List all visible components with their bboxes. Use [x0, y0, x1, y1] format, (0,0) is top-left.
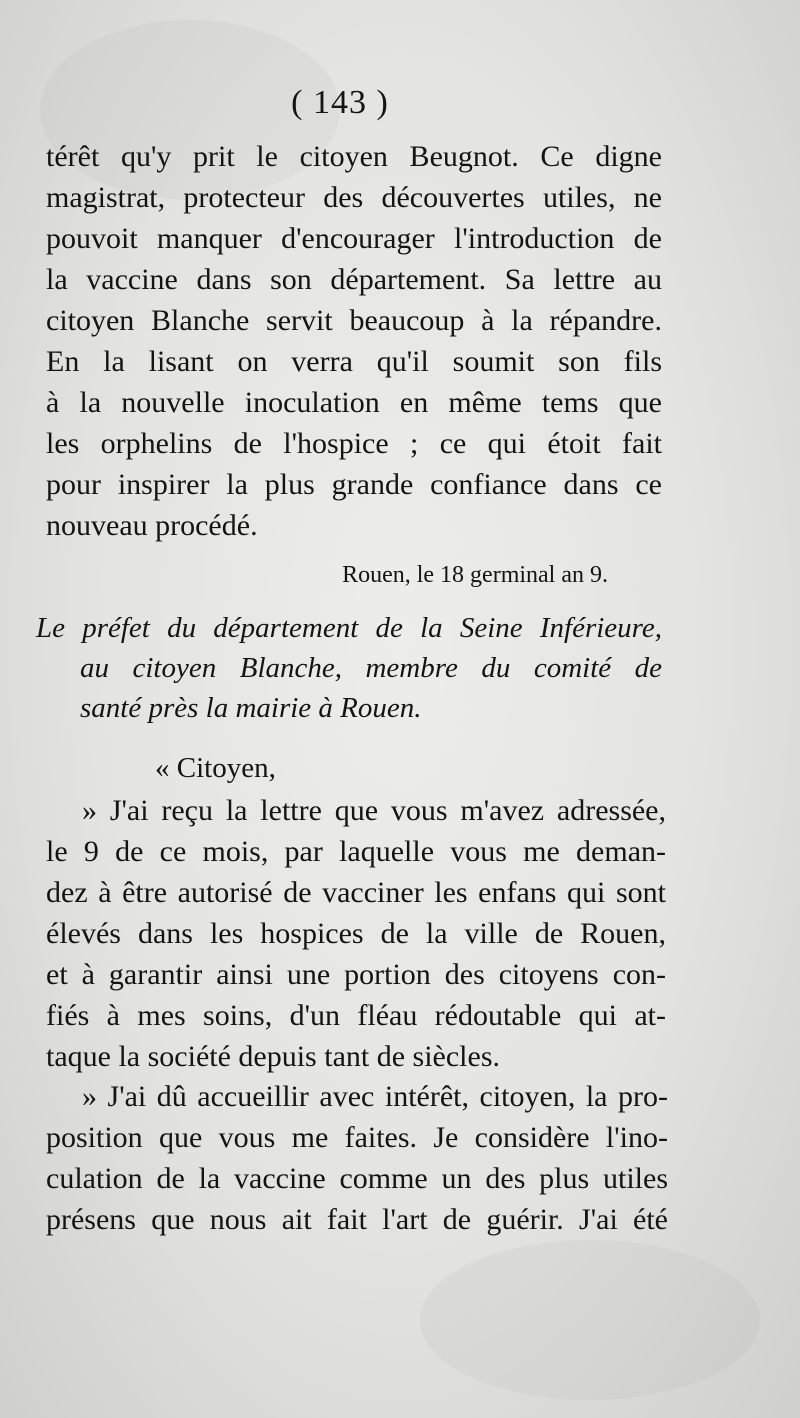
- letter-dateline: Rouen, le 18 germinal an 9.: [342, 562, 608, 588]
- text-line: térêt qu'y prit le citoyen Beugnot. Ce digne: [46, 140, 662, 173]
- text-line: élevés dans les hospices de la ville de Rouen,: [46, 917, 666, 950]
- text-line: pouvoit manquer d'encourager l'introduction de: [46, 222, 662, 255]
- paper-stain: [420, 1240, 760, 1400]
- text-line: nouveau procédé.: [46, 509, 258, 542]
- text-line: dez à être autorisé de vacciner les enfans qui sont: [46, 876, 666, 909]
- text-line: le 9 de ce mois, par laquelle vous me deman-: [46, 835, 666, 868]
- paragraph-intro: [46, 136, 662, 546]
- heading-line: santé près la mairie à Rouen.: [80, 692, 422, 724]
- text-line: » J'ai dû accueillir avec intérêt, citoyen, la pro-: [82, 1080, 668, 1113]
- text-line: la vaccine dans son département. Sa lettre au: [46, 263, 662, 296]
- text-line: position que vous me faites. Je considère l'ino-: [46, 1121, 668, 1154]
- text-line: » J'ai reçu la lettre que vous m'avez adressée,: [82, 794, 666, 827]
- letter-salutation: « Citoyen,: [155, 752, 276, 784]
- text-line: taque la société depuis tant de siècles.: [46, 1040, 500, 1073]
- text-line: magistrat, protecteur des découvertes utiles, ne: [46, 181, 662, 214]
- text-line: fiés à mes soins, d'un fléau rédoutable qui at-: [46, 999, 666, 1032]
- text-line: pour inspirer la plus grande confiance dans ce: [46, 468, 662, 501]
- text-line: citoyen Blanche servit beaucoup à la répandre.: [46, 304, 662, 337]
- paragraph-letter-1: [46, 790, 666, 1077]
- heading-line: au citoyen Blanche, membre du comité de: [80, 652, 662, 684]
- paragraph-letter-2: [46, 1076, 668, 1240]
- heading-line: Le préfet du département de la Seine Inférieure,: [36, 612, 662, 644]
- text-line: à la nouvelle inoculation en même tems que: [46, 386, 662, 419]
- letter-heading: [36, 608, 662, 728]
- text-line: les orphelins de l'hospice ; ce qui étoit fait: [46, 427, 662, 460]
- text-line: culation de la vaccine comme un des plus utiles: [46, 1162, 668, 1195]
- text-line: présens que nous ait fait l'art de guérir. J'ai été: [46, 1203, 668, 1236]
- page-number: ( 143 ): [291, 84, 389, 121]
- text-line: et à garantir ainsi une portion des citoyens con-: [46, 958, 666, 991]
- text-line: En la lisant on verra qu'il soumit son fils: [46, 345, 662, 378]
